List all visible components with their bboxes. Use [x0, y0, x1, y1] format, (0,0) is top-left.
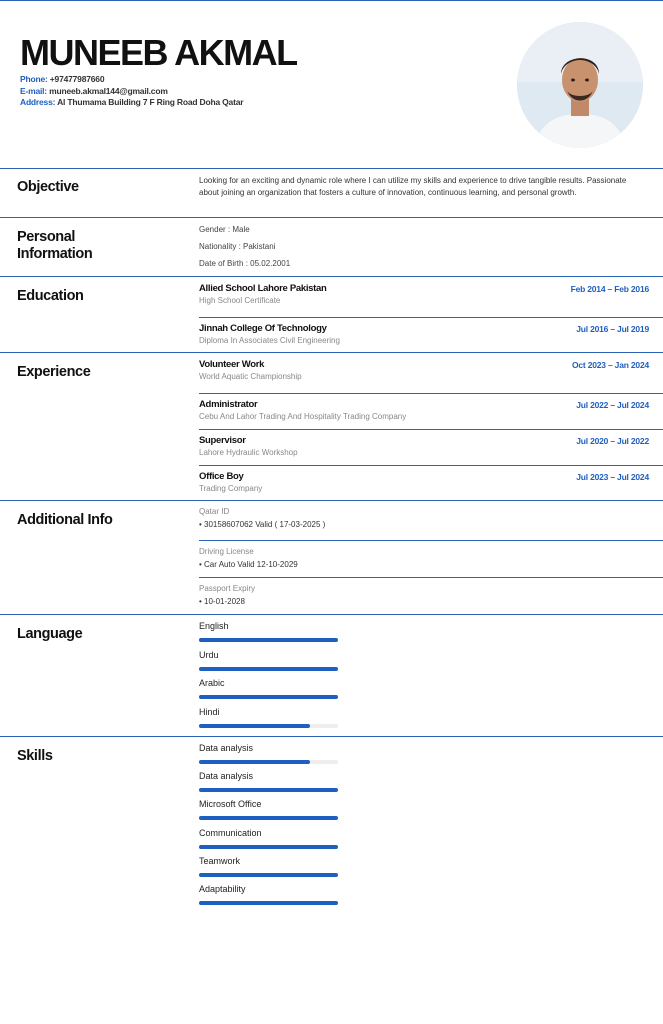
personal-section — [0, 217, 663, 276]
additional-section — [0, 500, 663, 614]
skills-section — [0, 736, 663, 936]
language-title: Language — [17, 626, 83, 642]
experience-item-date: Jul 2020 – Jul 2022 — [576, 436, 649, 446]
language-level-bar — [199, 638, 338, 642]
info-value: • Car Auto Valid 12-10-2029 — [199, 560, 298, 569]
language-level-bar — [199, 724, 338, 728]
experience-divider — [199, 429, 663, 430]
skill-level-fill — [199, 873, 338, 877]
resume-header — [0, 0, 663, 168]
experience-divider — [199, 465, 663, 466]
education-item-sub: Diploma In Associates Civil Engineering — [199, 336, 340, 345]
skill-level-fill — [199, 845, 338, 849]
language-section — [0, 614, 663, 736]
skill-name: Communication — [199, 827, 262, 838]
phone-line — [20, 74, 104, 84]
info-value: • 10-01-2028 — [199, 597, 245, 606]
skill-level-fill — [199, 901, 338, 905]
address-value: Al Thumama Building 7 F Ring Road Doha Qatar — [57, 97, 244, 107]
personal-title-line1: Personal — [17, 229, 76, 245]
skill-name: Adaptability — [199, 884, 246, 894]
info-label: Driving License — [199, 547, 254, 556]
skill-name: Data analysis — [199, 771, 254, 782]
address-label: Address: — [20, 97, 56, 107]
nationality-field: Nationality : Pakistani — [199, 242, 276, 251]
info-label: Qatar ID — [199, 507, 230, 516]
experience-item-title: Administrator — [199, 399, 258, 410]
skill-name: Microsoft Office — [199, 799, 262, 810]
experience-item-date: Jul 2022 – Jul 2024 — [576, 400, 649, 410]
experience-item-sub: Lahore Hydraulic Workshop — [199, 448, 298, 457]
education-section — [0, 276, 663, 352]
language-name: English — [199, 621, 229, 631]
gender-field: Gender : Male — [199, 225, 250, 234]
experience-item-date: Jul 2023 – Jul 2024 — [576, 472, 649, 482]
education-divider — [199, 317, 663, 318]
language-level-fill — [199, 667, 338, 671]
education-item-title: Allied School Lahore Pakistan — [199, 283, 327, 294]
info-label: Passport Expiry — [199, 584, 256, 593]
personal-title — [17, 229, 92, 263]
profile-photo — [517, 22, 643, 148]
language-level-fill — [199, 695, 338, 699]
personal-title-line2: Information — [17, 246, 93, 262]
language-name: Arabic — [199, 678, 225, 688]
skill-name: Teamwork — [199, 855, 241, 866]
skill-level-bar — [199, 760, 338, 764]
skills-title: Skills — [17, 748, 53, 764]
skill-level-fill — [199, 788, 338, 792]
experience-item-sub: Cebu And Lahor Trading And Hospitality Trading Company — [199, 412, 407, 421]
experience-item-title: Volunteer Work — [199, 359, 265, 370]
language-level-fill — [199, 638, 338, 642]
language-name: Hindi — [199, 706, 220, 717]
education-item-sub: High School Certificate — [199, 296, 281, 305]
email-label: E-mail: — [20, 86, 47, 96]
address-line — [20, 97, 243, 107]
email-line — [20, 86, 168, 96]
skill-level-bar — [199, 788, 338, 792]
person-avatar-icon — [517, 22, 643, 148]
experience-item-title: Office Boy — [199, 471, 244, 482]
experience-divider — [199, 393, 663, 394]
skill-level-bar — [199, 873, 338, 877]
skill-level-fill — [199, 816, 338, 820]
experience-item-date: Oct 2023 – Jan 2024 — [571, 360, 649, 370]
experience-item-title: Supervisor — [199, 435, 246, 446]
language-level-bar — [199, 695, 338, 699]
experience-section — [0, 352, 663, 500]
skill-level-bar — [199, 845, 338, 849]
additional-divider — [199, 540, 663, 541]
education-item-date: Feb 2014 – Feb 2016 — [570, 284, 649, 294]
objective-title: Objective — [17, 179, 79, 195]
experience-title: Experience — [17, 364, 91, 380]
language-level-bar — [199, 667, 338, 671]
email-value[interactable]: muneeb.akmal144@gmail.com — [49, 86, 168, 96]
experience-item-sub: Trading Company — [199, 484, 263, 493]
info-value: • 30158607062 Valid ( 17-03-2025 ) — [199, 520, 326, 529]
education-item-date: Jul 2016 – Jul 2019 — [576, 324, 649, 334]
education-item-title: Jinnah College Of Technology — [199, 323, 327, 334]
skill-level-fill — [199, 760, 310, 764]
objective-text: Looking for an exciting and dynamic role where I can utilize my skills and experience to drive tangible results. Passionate about joining an organization that fosters a culture of innovation, continuous learning, and personal growth. — [199, 176, 627, 197]
language-level-fill — [199, 724, 310, 728]
skill-level-bar — [199, 901, 338, 905]
skill-level-bar — [199, 816, 338, 820]
phone-value[interactable]: +97477987660 — [49, 74, 105, 84]
experience-item-sub: World Aquatic Championship — [199, 372, 302, 381]
language-name: Urdu — [199, 649, 219, 660]
dob-field: Date of Birth : 05.02.2001 — [199, 259, 291, 268]
additional-divider — [199, 577, 663, 578]
phone-label: Phone: — [20, 74, 48, 84]
candidate-name: MUNEEB AKMAL — [20, 32, 297, 73]
objective-section — [0, 168, 663, 217]
education-title: Education — [17, 288, 84, 304]
additional-title: Additional Info — [17, 512, 113, 528]
skill-name: Data analysis — [199, 743, 254, 753]
